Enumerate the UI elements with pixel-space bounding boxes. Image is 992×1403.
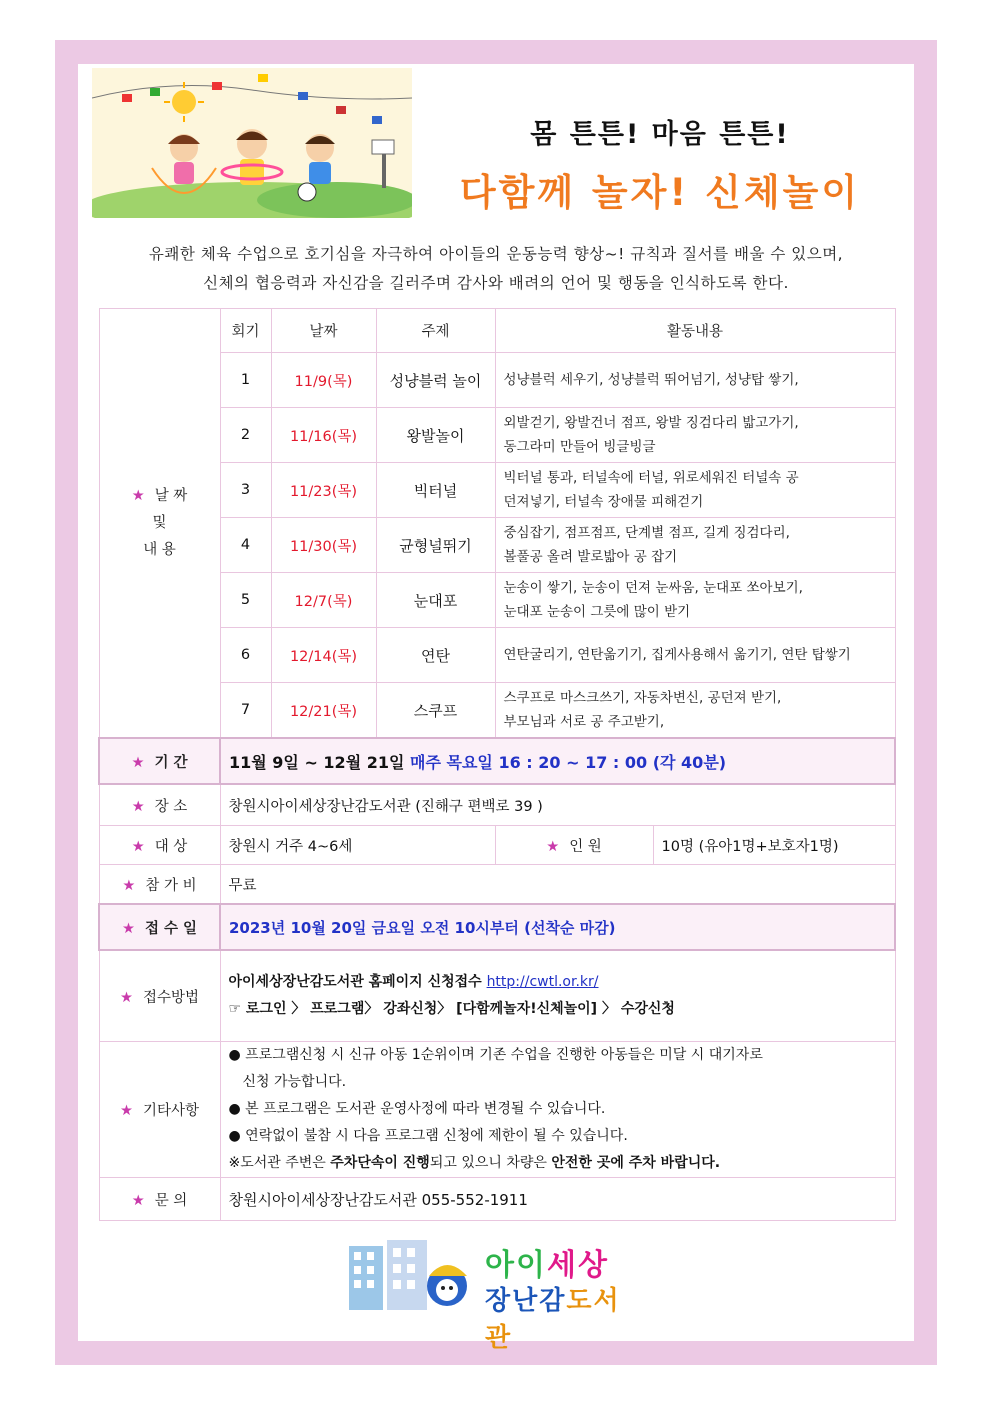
star-icon: ★ xyxy=(131,838,145,855)
col-header-no: 회기 xyxy=(220,309,271,353)
target-label: ★ 대 상 xyxy=(99,826,220,865)
session-date: 11/9(목) xyxy=(271,353,376,408)
session-no: 1 xyxy=(220,353,271,408)
contact-label: ★ 문 의 xyxy=(99,1178,220,1221)
library-logo xyxy=(345,1236,645,1353)
count-value: 10명 (유아1명+보호자1명) xyxy=(653,826,895,865)
intro-text xyxy=(98,240,894,298)
registration-label: ★ 접 수 일 xyxy=(99,904,220,950)
intro-line-1: 유쾌한 체육 수업으로 호기심을 자극하여 아이들의 운동능력 향상~! 규칙과 질서를 배울 수 있으며, xyxy=(148,245,844,263)
fee-value: 무료 xyxy=(220,865,895,905)
session-activity: 성냥블럭 세우기, 성냥블럭 뛰어넘기, 성냥탑 쌓기, xyxy=(495,353,895,408)
registration-value: 2023년 10월 20일 금요일 오전 10시부터 (선착순 마감) xyxy=(220,904,895,950)
session-no: 7 xyxy=(220,683,271,739)
fee-label: ★ 참 가 비 xyxy=(99,865,220,905)
registration-row xyxy=(99,904,895,950)
logo-text-1: 아이세상 xyxy=(485,1248,609,1283)
etc-row xyxy=(99,1042,895,1178)
intro-line-2: 신체의 협응력과 자신감을 길러주며 감사와 배려의 언어 및 행동을 인식하도록 한다. xyxy=(203,274,789,292)
session-no: 5 xyxy=(220,573,271,628)
star-icon: ★ xyxy=(121,920,135,937)
page-title-top: 몸 튼튼! 마음 튼튼! xyxy=(530,119,790,150)
method-label: ★ 접수방법 xyxy=(99,950,220,1042)
session-topic: 균형널뛰기 xyxy=(376,518,495,573)
place-label: ★ 장 소 xyxy=(99,784,220,826)
session-date: 12/7(목) xyxy=(271,573,376,628)
star-icon: ★ xyxy=(546,838,560,855)
fee-row xyxy=(99,865,895,905)
etc-notes: ● 프로그램신청 시 신규 아동 1순위이며 기존 수업을 진행한 아동들은 미달 시 대기자로 신청 가능합니다. ● 본 프로그램은 도서관 운영사정에 따라 변경될 수 있습니다. ● 연락없이 불참 시 다음 프로그램 신청에 제한이 될 수 있습니다. ※도서관 주변은 주차단속이 진행되고 있으니 차량은 안전한 곳에 주차 바랍니다. xyxy=(220,1042,895,1178)
session-date: 11/30(목) xyxy=(271,518,376,573)
star-icon: ★ xyxy=(131,1192,145,1209)
schedule-section-label: ★ 날 짜 및 내 용 xyxy=(99,309,220,739)
session-date: 11/23(목) xyxy=(271,463,376,518)
period-row xyxy=(99,738,895,784)
col-header-date: 날짜 xyxy=(271,309,376,353)
period-value: 11월 9일 ~ 12월 21일 매주 목요일 16 : 20 ~ 17 : 00 (각 40분) xyxy=(220,738,895,784)
method-value: 아이세상장난감도서관 홈페이지 신청접수 http://cwtl.or.kr/ ☞ 로그인 〉 프로그램〉 강좌신청〉 [다함께놀자!신체놀이] 〉 수강신청 xyxy=(220,950,895,1042)
method-steps: ☞ 로그인 〉 프로그램〉 강좌신청〉 [다함께놀자!신체놀이] 〉 수강신청 xyxy=(228,1001,675,1017)
homepage-link[interactable]: http://cwtl.or.kr/ xyxy=(486,974,599,990)
session-activity: 빅터널 통과, 터널속에 터널, 위로세워진 터널속 공 던져넣기, 터널속 장애물 피해걷기 xyxy=(495,463,895,518)
etc-label: ★ 기타사항 xyxy=(99,1042,220,1178)
session-activity: 외발걷기, 왕발건너 점프, 왕발 징검다리 밟고가기, 동그라미 만들어 빙글빙글 xyxy=(495,408,895,463)
session-topic: 왕발놀이 xyxy=(376,408,495,463)
place-row xyxy=(99,784,895,826)
session-topic: 눈대포 xyxy=(376,573,495,628)
method-row xyxy=(99,950,895,1042)
session-date: 12/14(목) xyxy=(271,628,376,683)
col-header-topic: 주제 xyxy=(376,309,495,353)
kids-playing-illustration xyxy=(92,68,412,218)
session-activity: 연탄굴리기, 연탄옮기기, 집게사용해서 옮기기, 연탄 탑쌓기 xyxy=(495,628,895,683)
star-icon: ★ xyxy=(131,754,145,771)
place-value: 창원시아이세상장난감도서관 (진해구 편백로 39 ) xyxy=(220,784,895,826)
contact-value: 창원시아이세상장난감도서관 055-552-1911 xyxy=(220,1178,895,1221)
session-no: 2 xyxy=(220,408,271,463)
session-activity: 스쿠프로 마스크쓰기, 자동차변신, 공던져 받기, 부모님과 서로 공 주고받기, xyxy=(495,683,895,739)
program-table xyxy=(98,308,896,1221)
schedule-header-row xyxy=(99,309,895,353)
session-no: 4 xyxy=(220,518,271,573)
period-label: ★ 기 간 xyxy=(99,738,220,784)
session-date: 11/16(목) xyxy=(271,408,376,463)
session-date: 12/21(목) xyxy=(271,683,376,739)
star-icon: ★ xyxy=(131,798,145,815)
session-activity: 중심잡기, 점프점프, 단계별 점프, 길게 징검다리, 볼풀공 올려 발로밟아 공 잡기 xyxy=(495,518,895,573)
contact-row xyxy=(99,1178,895,1221)
count-label: ★ 인 원 xyxy=(495,826,653,865)
session-activity: 눈송이 쌓기, 눈송이 던져 눈싸움, 눈대포 쏘아보기, 눈대포 눈송이 그릇에 많이 받기 xyxy=(495,573,895,628)
session-topic: 성냥블럭 놀이 xyxy=(376,353,495,408)
target-row xyxy=(99,826,895,865)
session-topic: 스쿠프 xyxy=(376,683,495,739)
star-icon: ★ xyxy=(119,989,133,1006)
col-header-activity: 활동내용 xyxy=(495,309,895,353)
library-building-icon xyxy=(345,1236,475,1318)
star-icon: ★ xyxy=(131,487,145,504)
session-no: 6 xyxy=(220,628,271,683)
page-title-main: 다함께 놀자! 신체놀이 xyxy=(459,171,861,214)
session-topic: 빅터널 xyxy=(376,463,495,518)
logo-text-2: 장난감도서관 xyxy=(485,1286,621,1353)
session-topic: 연탄 xyxy=(376,628,495,683)
session-no: 3 xyxy=(220,463,271,518)
target-value: 창원시 거주 4~6세 xyxy=(220,826,495,865)
star-icon: ★ xyxy=(122,877,136,894)
star-icon: ★ xyxy=(119,1103,133,1119)
